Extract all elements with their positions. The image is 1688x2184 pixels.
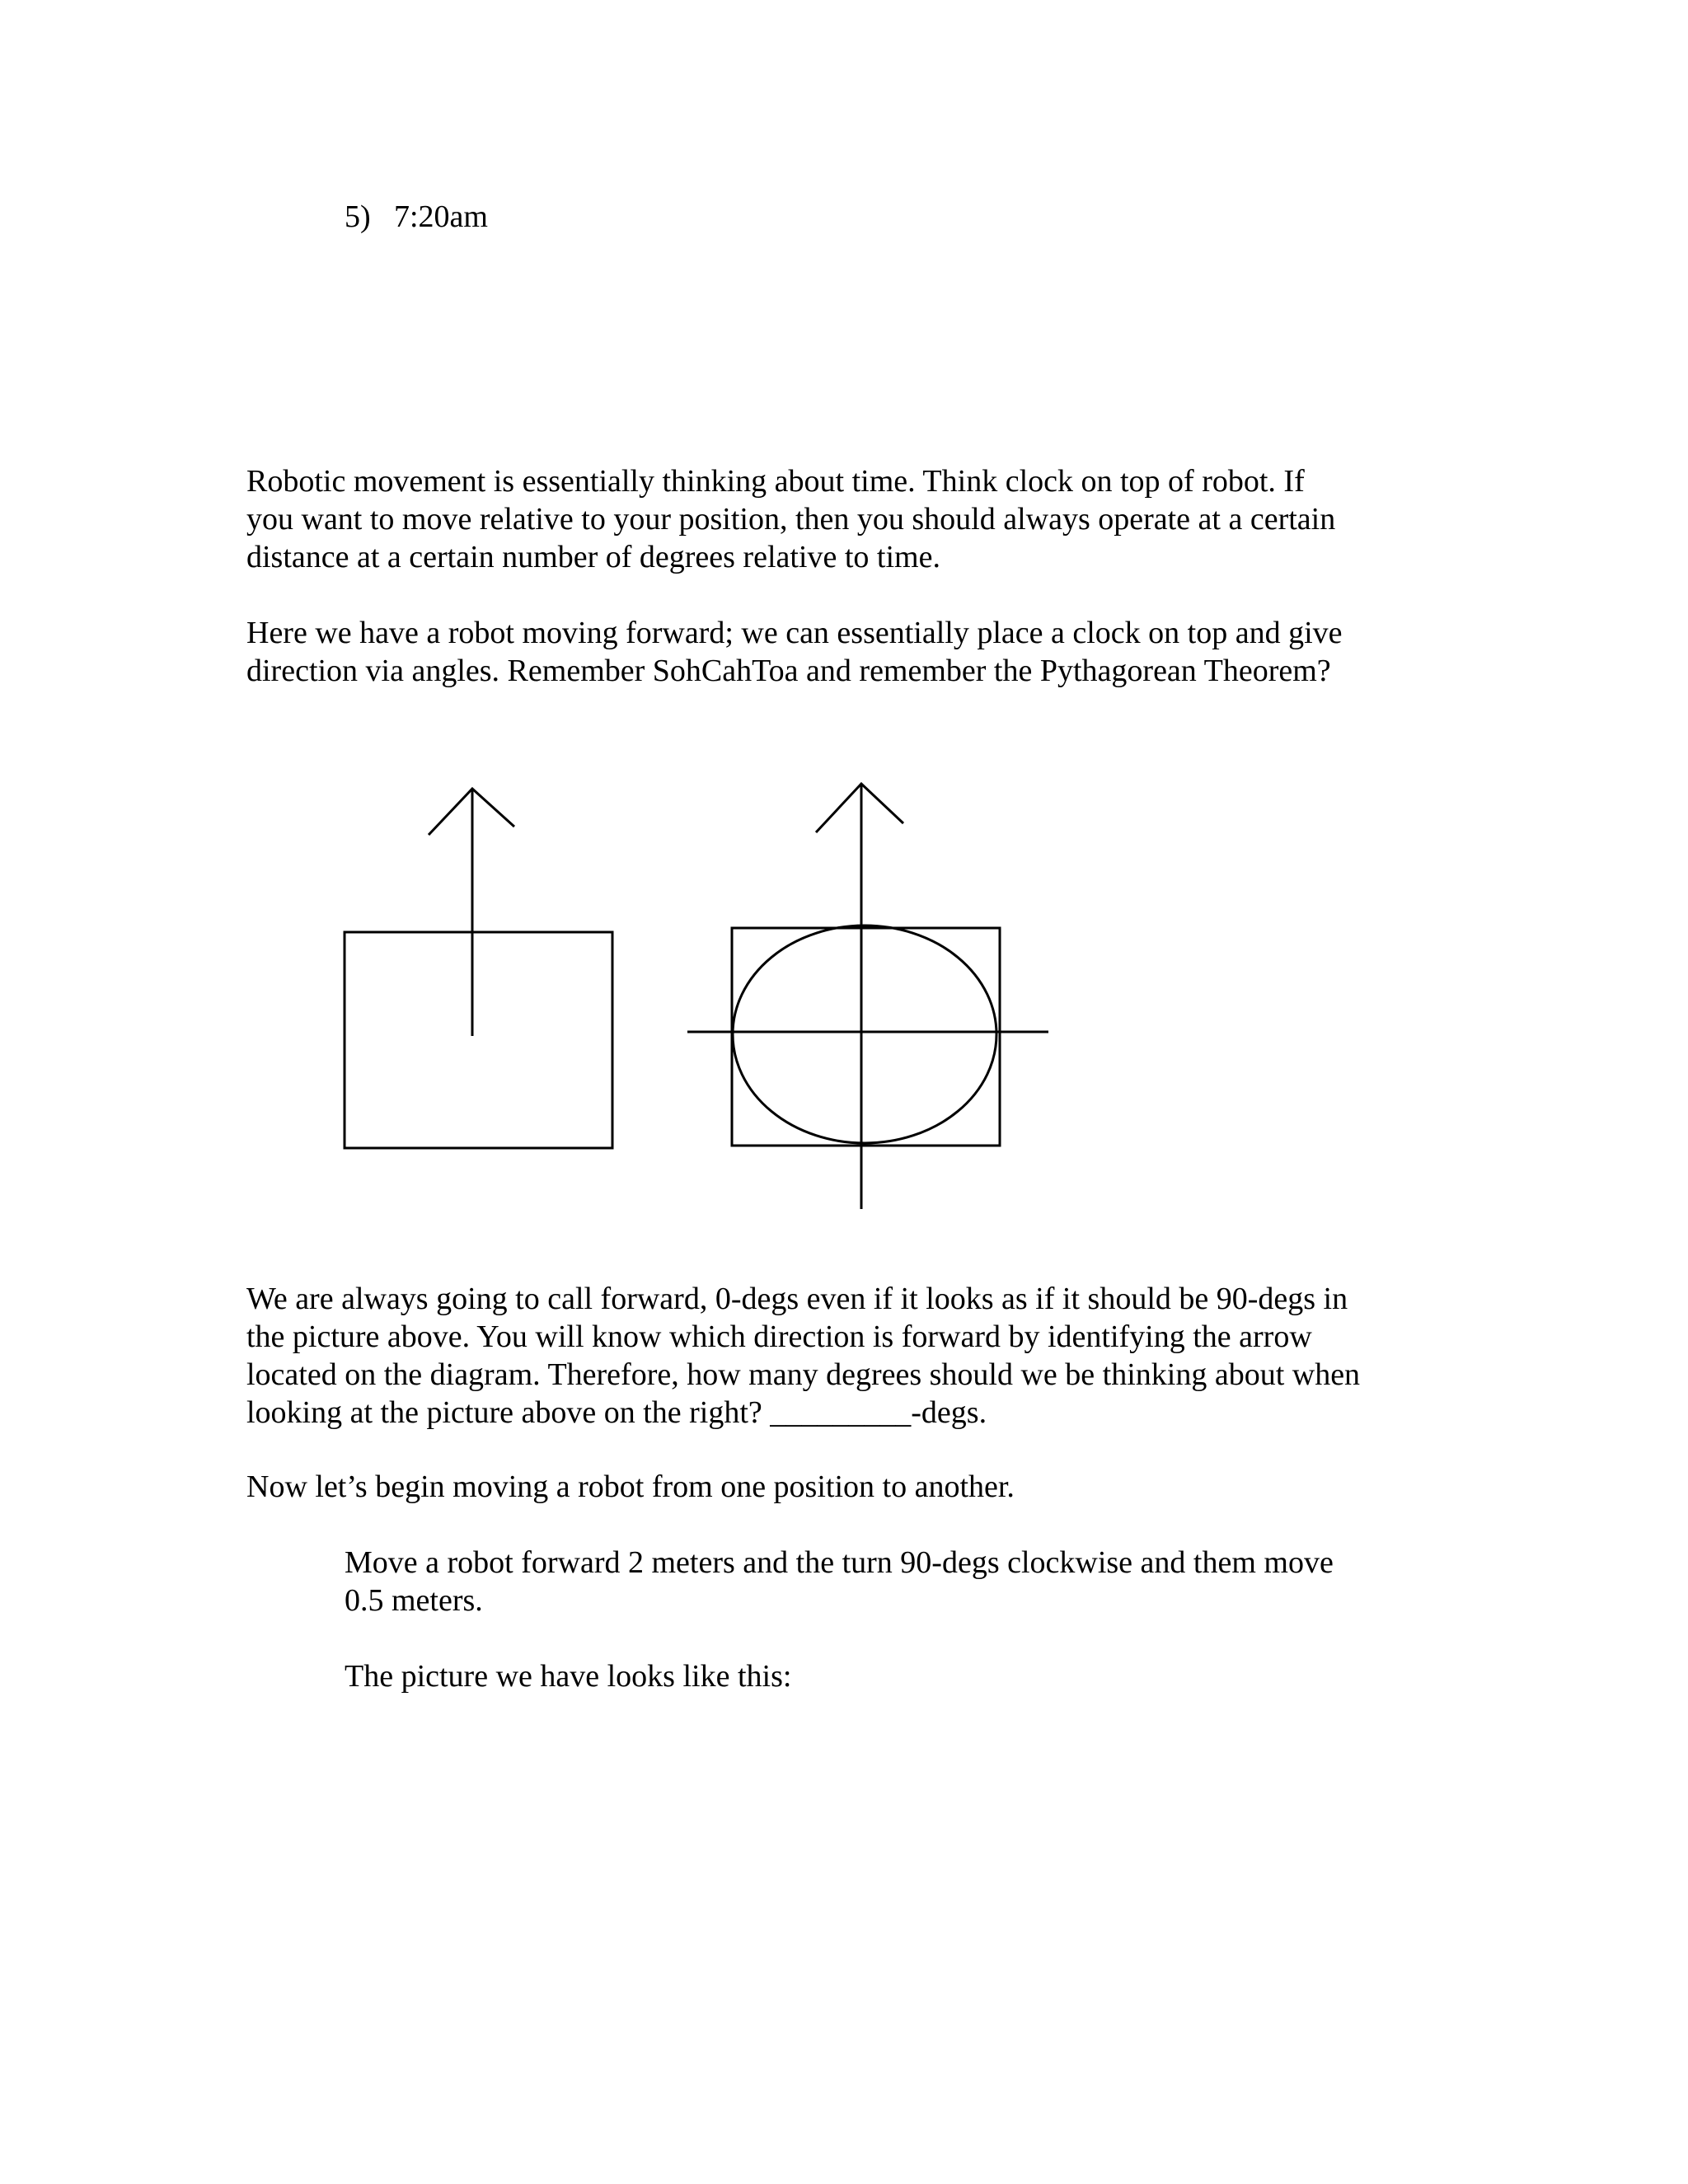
paragraph-line: distance at a certain number of degrees relative to time.: [246, 540, 940, 574]
forward-paragraph: [246, 1280, 1360, 1432]
paragraph-line: Move a robot forward 2 meters and the turn 90-degs clockwise and them move: [345, 1545, 1334, 1580]
paragraph-line: located on the diagram. Therefore, how many degrees should we be thinking about when: [246, 1357, 1361, 1392]
paragraph-line: The picture we have looks like this:: [345, 1659, 792, 1694]
robot-body: [345, 932, 612, 1148]
list-item-text: 7:20am: [394, 199, 488, 234]
list-item-number: 5): [345, 199, 371, 234]
paragraph-line: direction via angles. Remember SohCahToa and remember the Pythagorean Theorem?: [246, 654, 1331, 688]
paragraph-line: the picture above. You will know which direction is forward by identifying the arrow: [246, 1319, 1312, 1354]
begin-paragraph: [246, 1468, 1015, 1506]
paragraph-line: you want to move relative to your position, then you should always operate at a certain: [246, 502, 1336, 537]
paragraph-line: We are always going to call forward, 0-degs even if it looks as if it should be 90-degs in: [246, 1282, 1348, 1316]
picture-paragraph: [345, 1657, 791, 1695]
instruction-paragraph: [345, 1544, 1334, 1619]
forward-arrow-head: [816, 784, 903, 832]
paragraph-line: Now let’s begin moving a robot from one position to another.: [246, 1469, 1015, 1504]
paragraph-line: looking at the picture above on the right? _________-degs.: [246, 1395, 987, 1430]
paragraph-line: Robotic movement is essentially thinking about time. Think clock on top of robot. If: [246, 464, 1305, 499]
paragraph-line: 0.5 meters.: [345, 1583, 483, 1618]
robot-clock-figure: [687, 784, 1048, 1209]
robot-forward-figure: [345, 789, 612, 1148]
clock-face: [733, 926, 996, 1143]
paragraph-line: Here we have a robot moving forward; we can essentially place a clock on top and give: [246, 616, 1343, 650]
